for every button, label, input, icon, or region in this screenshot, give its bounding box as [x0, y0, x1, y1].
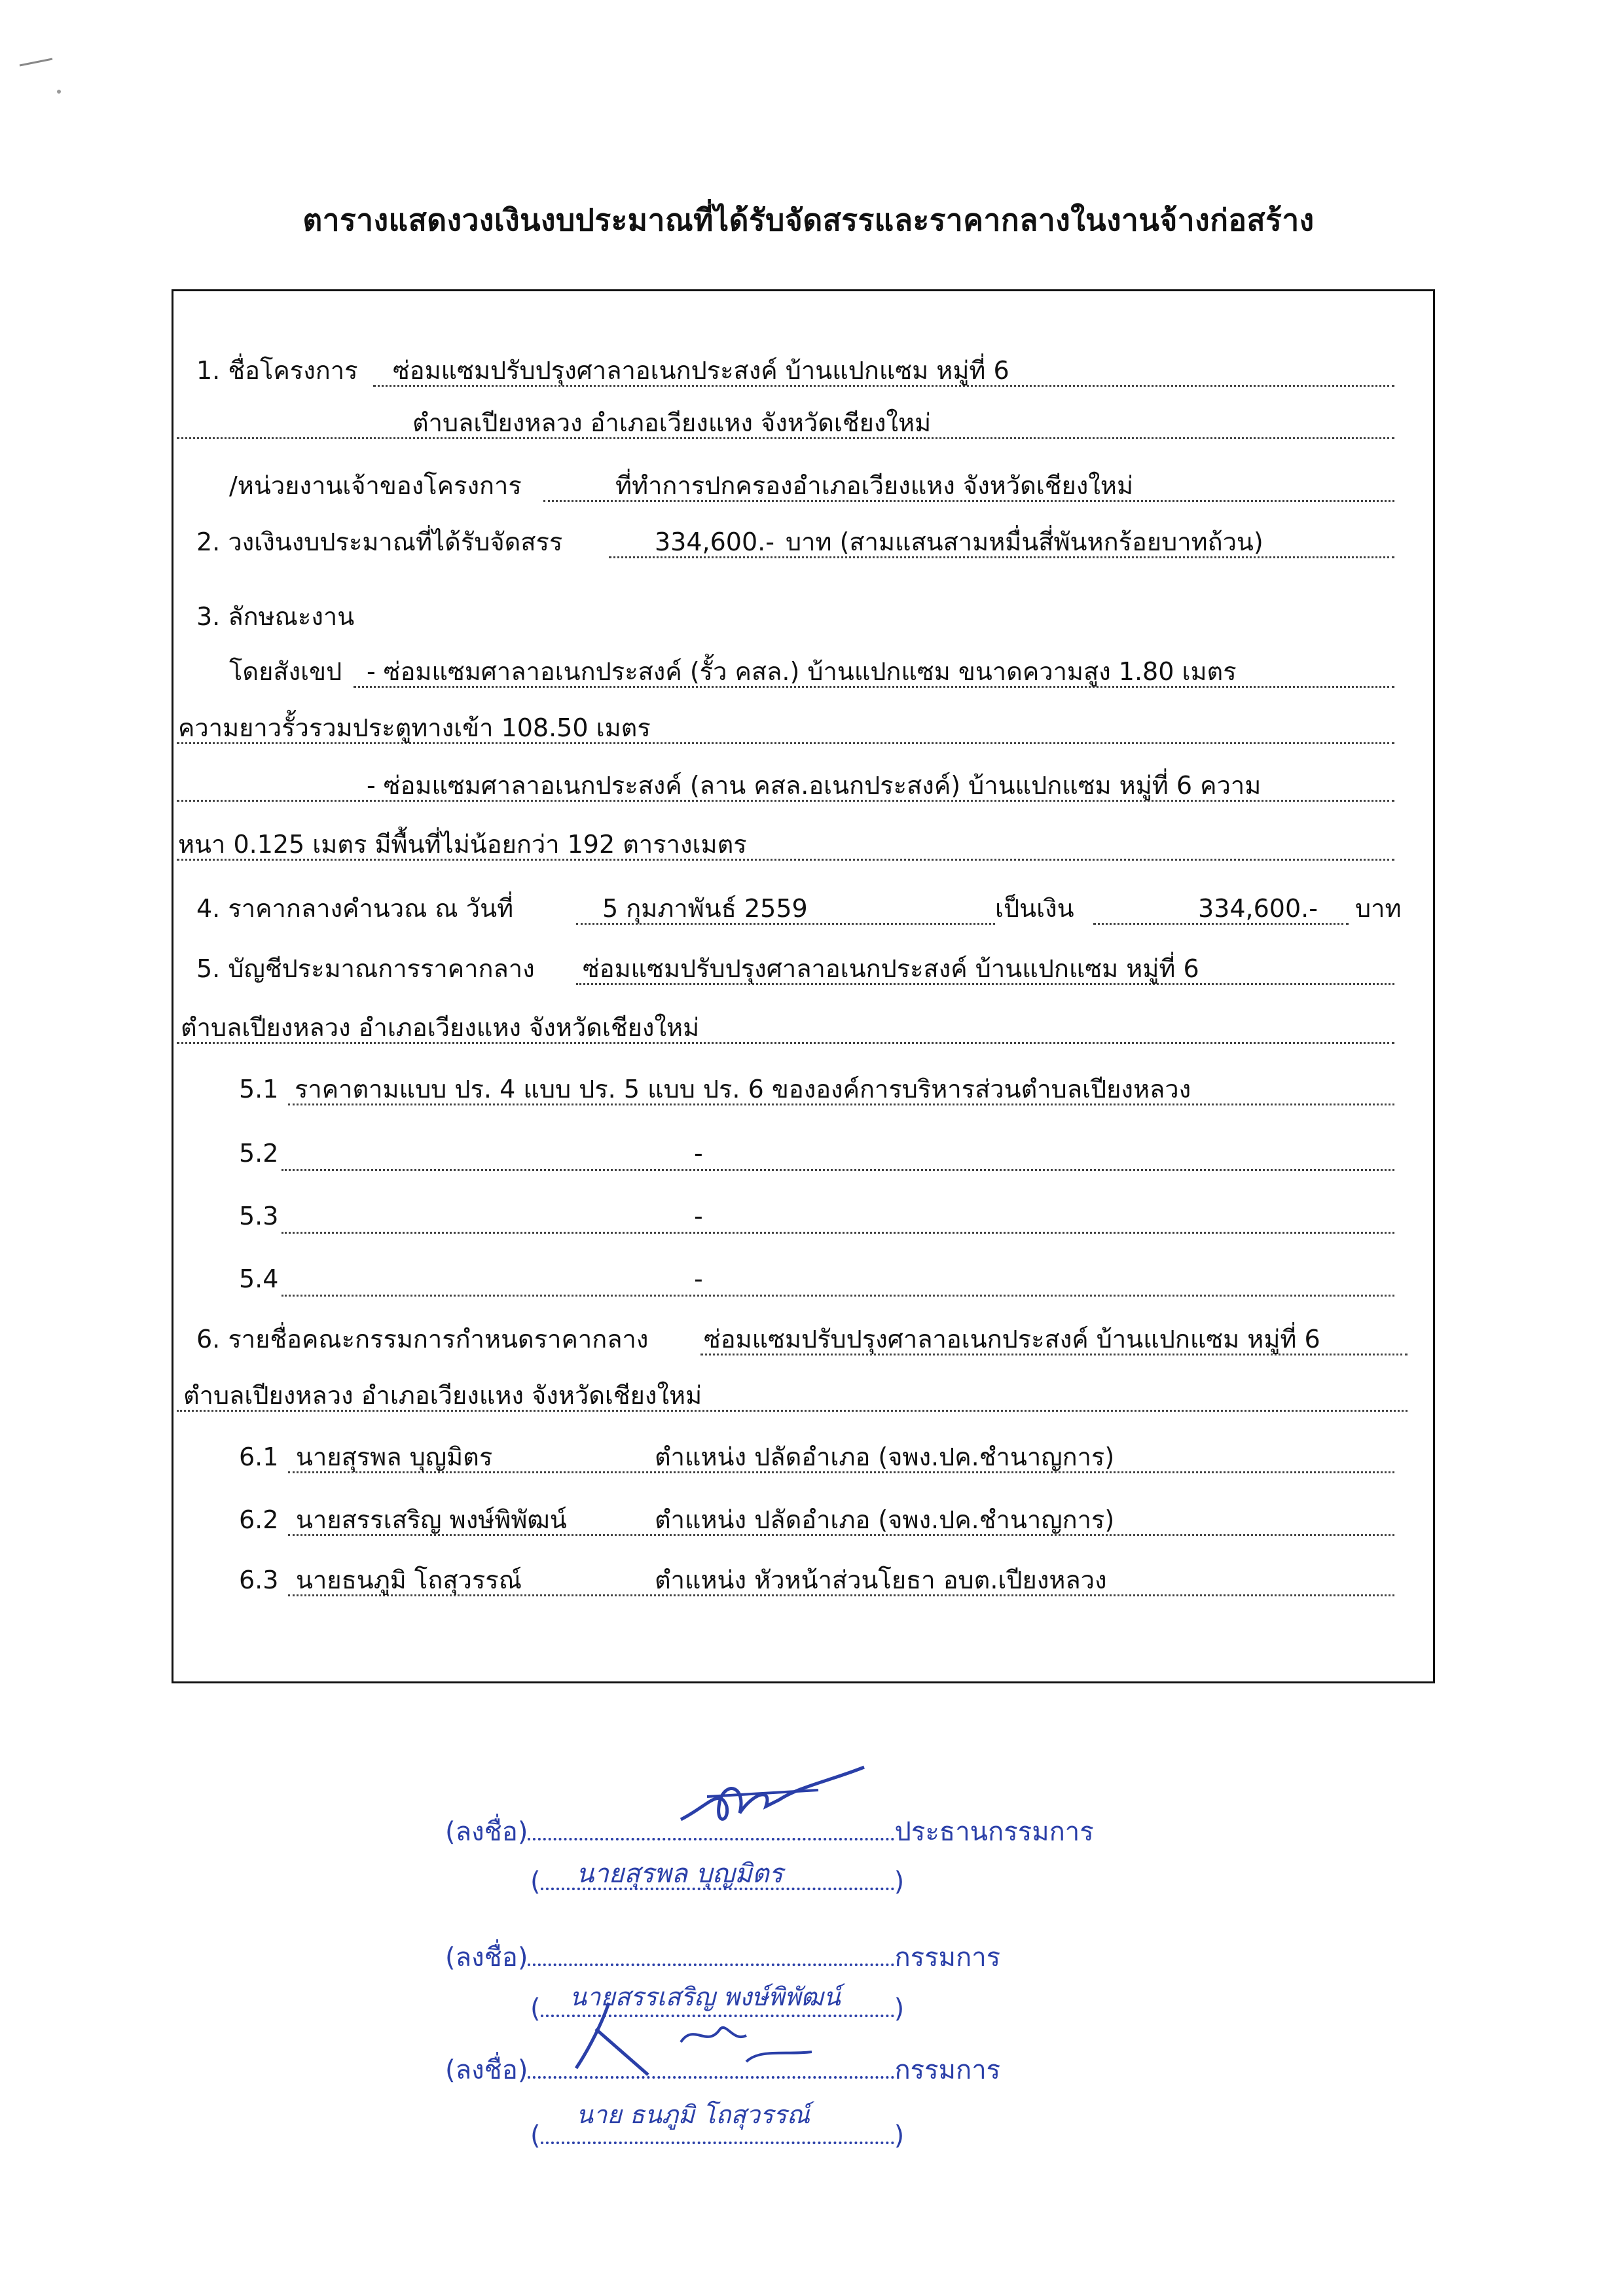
signature-3	[550, 1983, 825, 2088]
item1-project-line2: ตำบลเปียงหลวง อำเภอเวียงแหง จังหวัดเชียงใหม่	[412, 408, 932, 437]
item2-amount: 334,600.-	[655, 528, 774, 556]
member2-name: นายสรรเสริญ พงษ์พิพัฒน์	[296, 1505, 567, 1534]
item1-owner-label: /หน่วยงานเจ้าของโครงการ	[229, 471, 522, 500]
member2-no: 6.2	[239, 1505, 279, 1534]
member1-name: นายสุรพล บุญมิตร	[296, 1443, 493, 1471]
sign1-name-line: ( )	[530, 1867, 905, 1897]
item4-unit: บาท	[1355, 894, 1402, 923]
item1-label: 1. ชื่อโครงการ	[196, 356, 358, 385]
item5-sub2-text: -	[694, 1139, 703, 1168]
sign1-handwritten-name: นายสุรพล บุญมิตร	[576, 1859, 784, 1889]
item3-line2: ความยาวรั้วรวมประตูทางเข้า 108.50 เมตร	[178, 713, 651, 742]
member2-position: ตำแหน่ง ปลัดอำเภอ (จพง.ปค.ชำนาญการ)	[655, 1505, 1115, 1534]
item5-sub3-text: -	[694, 1202, 703, 1230]
item5-label: 5. บัญชีประมาณการราคากลาง	[196, 954, 535, 983]
item4-date: 5 กุมภาพันธ์ 2559	[602, 894, 808, 923]
item2-label: 2. วงเงินงบประมาณที่ได้รับจัดสรร	[196, 528, 563, 556]
scan-speck	[13, 39, 118, 105]
item3-line3: - ซ่อมแซมศาลาอเนกประสงค์ (ลาน คสล.อเนกประสงค์) บ้านแปกแซม หมู่ที่ 6 ความ	[367, 771, 1262, 800]
item3-line1: - ซ่อมแซมศาลาอเนกประสงค์ (รั้ว คสล.) บ้านแปกแซม ขนาดความสูง 1.80 เมตร	[367, 657, 1237, 686]
member1-position: ตำแหน่ง ปลัดอำเภอ (จพง.ปค.ชำนาญการ)	[655, 1443, 1115, 1471]
sign3-name-dots	[541, 2142, 894, 2144]
document-title: ตารางแสดงวงเงินงบประมาณที่ได้รับจัดสรรและราคากลางในงานจ้างก่อสร้าง	[302, 202, 1315, 238]
item6-label: 6. รายชื่อคณะกรรมการกำหนดราคากลาง	[196, 1325, 649, 1354]
sign2-prefix: (ลงชื่อ)	[445, 1943, 528, 1973]
sign3-role: กรรมการ	[894, 2055, 1001, 2085]
item5-sub3-no: 5.3	[239, 1202, 279, 1230]
item6-line2: ตำบลเปียงหลวง อำเภอเวียงแหง จังหวัดเชียงใหม่	[183, 1381, 702, 1410]
member3-position: ตำแหน่ง หัวหน้าส่วนโยธา อบต.เปียงหลวง	[655, 1566, 1107, 1594]
signature-1	[668, 1761, 877, 1846]
item5-sub2-dotline	[282, 1169, 1394, 1171]
item1-project-line1: ซ่อมแซมปรับปรุงศาลาอเนกประสงค์ บ้านแปกแซม หมู่ที่ 6	[393, 356, 1009, 385]
item5-sub2-no: 5.2	[239, 1139, 279, 1168]
member3-name: นายธนภูมิ โถสุวรรณ์	[296, 1566, 522, 1594]
sign3-prefix: (ลงชื่อ)	[445, 2055, 528, 2085]
item3-line4: หนา 0.125 เมตร มีพื้นที่ไม่น้อยกว่า 192 ตารางเมตร	[178, 830, 747, 859]
item4-label: 4. ราคากลางคำนวณ ณ วันที่	[196, 894, 514, 923]
sign1-role: ประธานกรรมการ	[894, 1817, 1094, 1847]
sign1-prefix: (ลงชื่อ)	[445, 1817, 528, 1847]
item6-line1: ซ่อมแซมปรับปรุงศาลาอเนกประสงค์ บ้านแปกแซม หมู่ที่ 6	[704, 1325, 1320, 1354]
sign3-name-line: ( )	[530, 2121, 905, 2151]
sign2-role: กรรมการ	[894, 1943, 1001, 1973]
item5-sub4-no: 5.4	[239, 1265, 279, 1293]
item5-line1: ซ่อมแซมปรับปรุงศาลาอเนกประสงค์ บ้านแปกแซม หมู่ที่ 6	[583, 954, 1199, 983]
sign2-label	[445, 1936, 1000, 1978]
item5-sub1-text: ราคาตามแบบ ปร. 4 แบบ ปร. 5 แบบ ปร. 6 ขององค์การบริหารส่วนตำบลเปียงหลวง	[295, 1075, 1191, 1103]
item5-sub4-dotline	[282, 1295, 1394, 1297]
item5-sub1-no: 5.1	[239, 1075, 279, 1103]
sign2-handwritten-name: นายสรรเสริญ พงษ์พิพัฒน์	[570, 1982, 841, 2011]
item3-label: 3. ลักษณะงาน	[196, 602, 355, 631]
sign2-name-line: ( )	[530, 1994, 905, 2024]
item2-unit-text: บาท (สามแสนสามหมื่นสี่พันหกร้อยบาทถ้วน)	[786, 528, 1263, 556]
sign2-dots	[528, 1964, 894, 1966]
item5-sub4-text: -	[694, 1265, 703, 1293]
member1-no: 6.1	[239, 1443, 279, 1471]
item1-owner-value: ที่ทำการปกครองอำเภอเวียงแหง จังหวัดเชียงใหม่	[615, 471, 1134, 500]
item5-sub3-dotline	[282, 1232, 1394, 1234]
item3-prefix: โดยสังเขป	[229, 657, 342, 686]
item1-row	[196, 355, 358, 386]
sign3-handwritten-name: นาย ธนภูมิ โถสุวรรณ์	[576, 2100, 810, 2129]
item5-line2: ตำบลเปียงหลวง อำเภอเวียงแหง จังหวัดเชียงใหม่	[181, 1013, 700, 1042]
item4-amount-label: เป็นเงิน	[995, 894, 1074, 923]
item4-amount: 334,600.-	[1198, 894, 1318, 923]
member3-no: 6.3	[239, 1566, 279, 1594]
